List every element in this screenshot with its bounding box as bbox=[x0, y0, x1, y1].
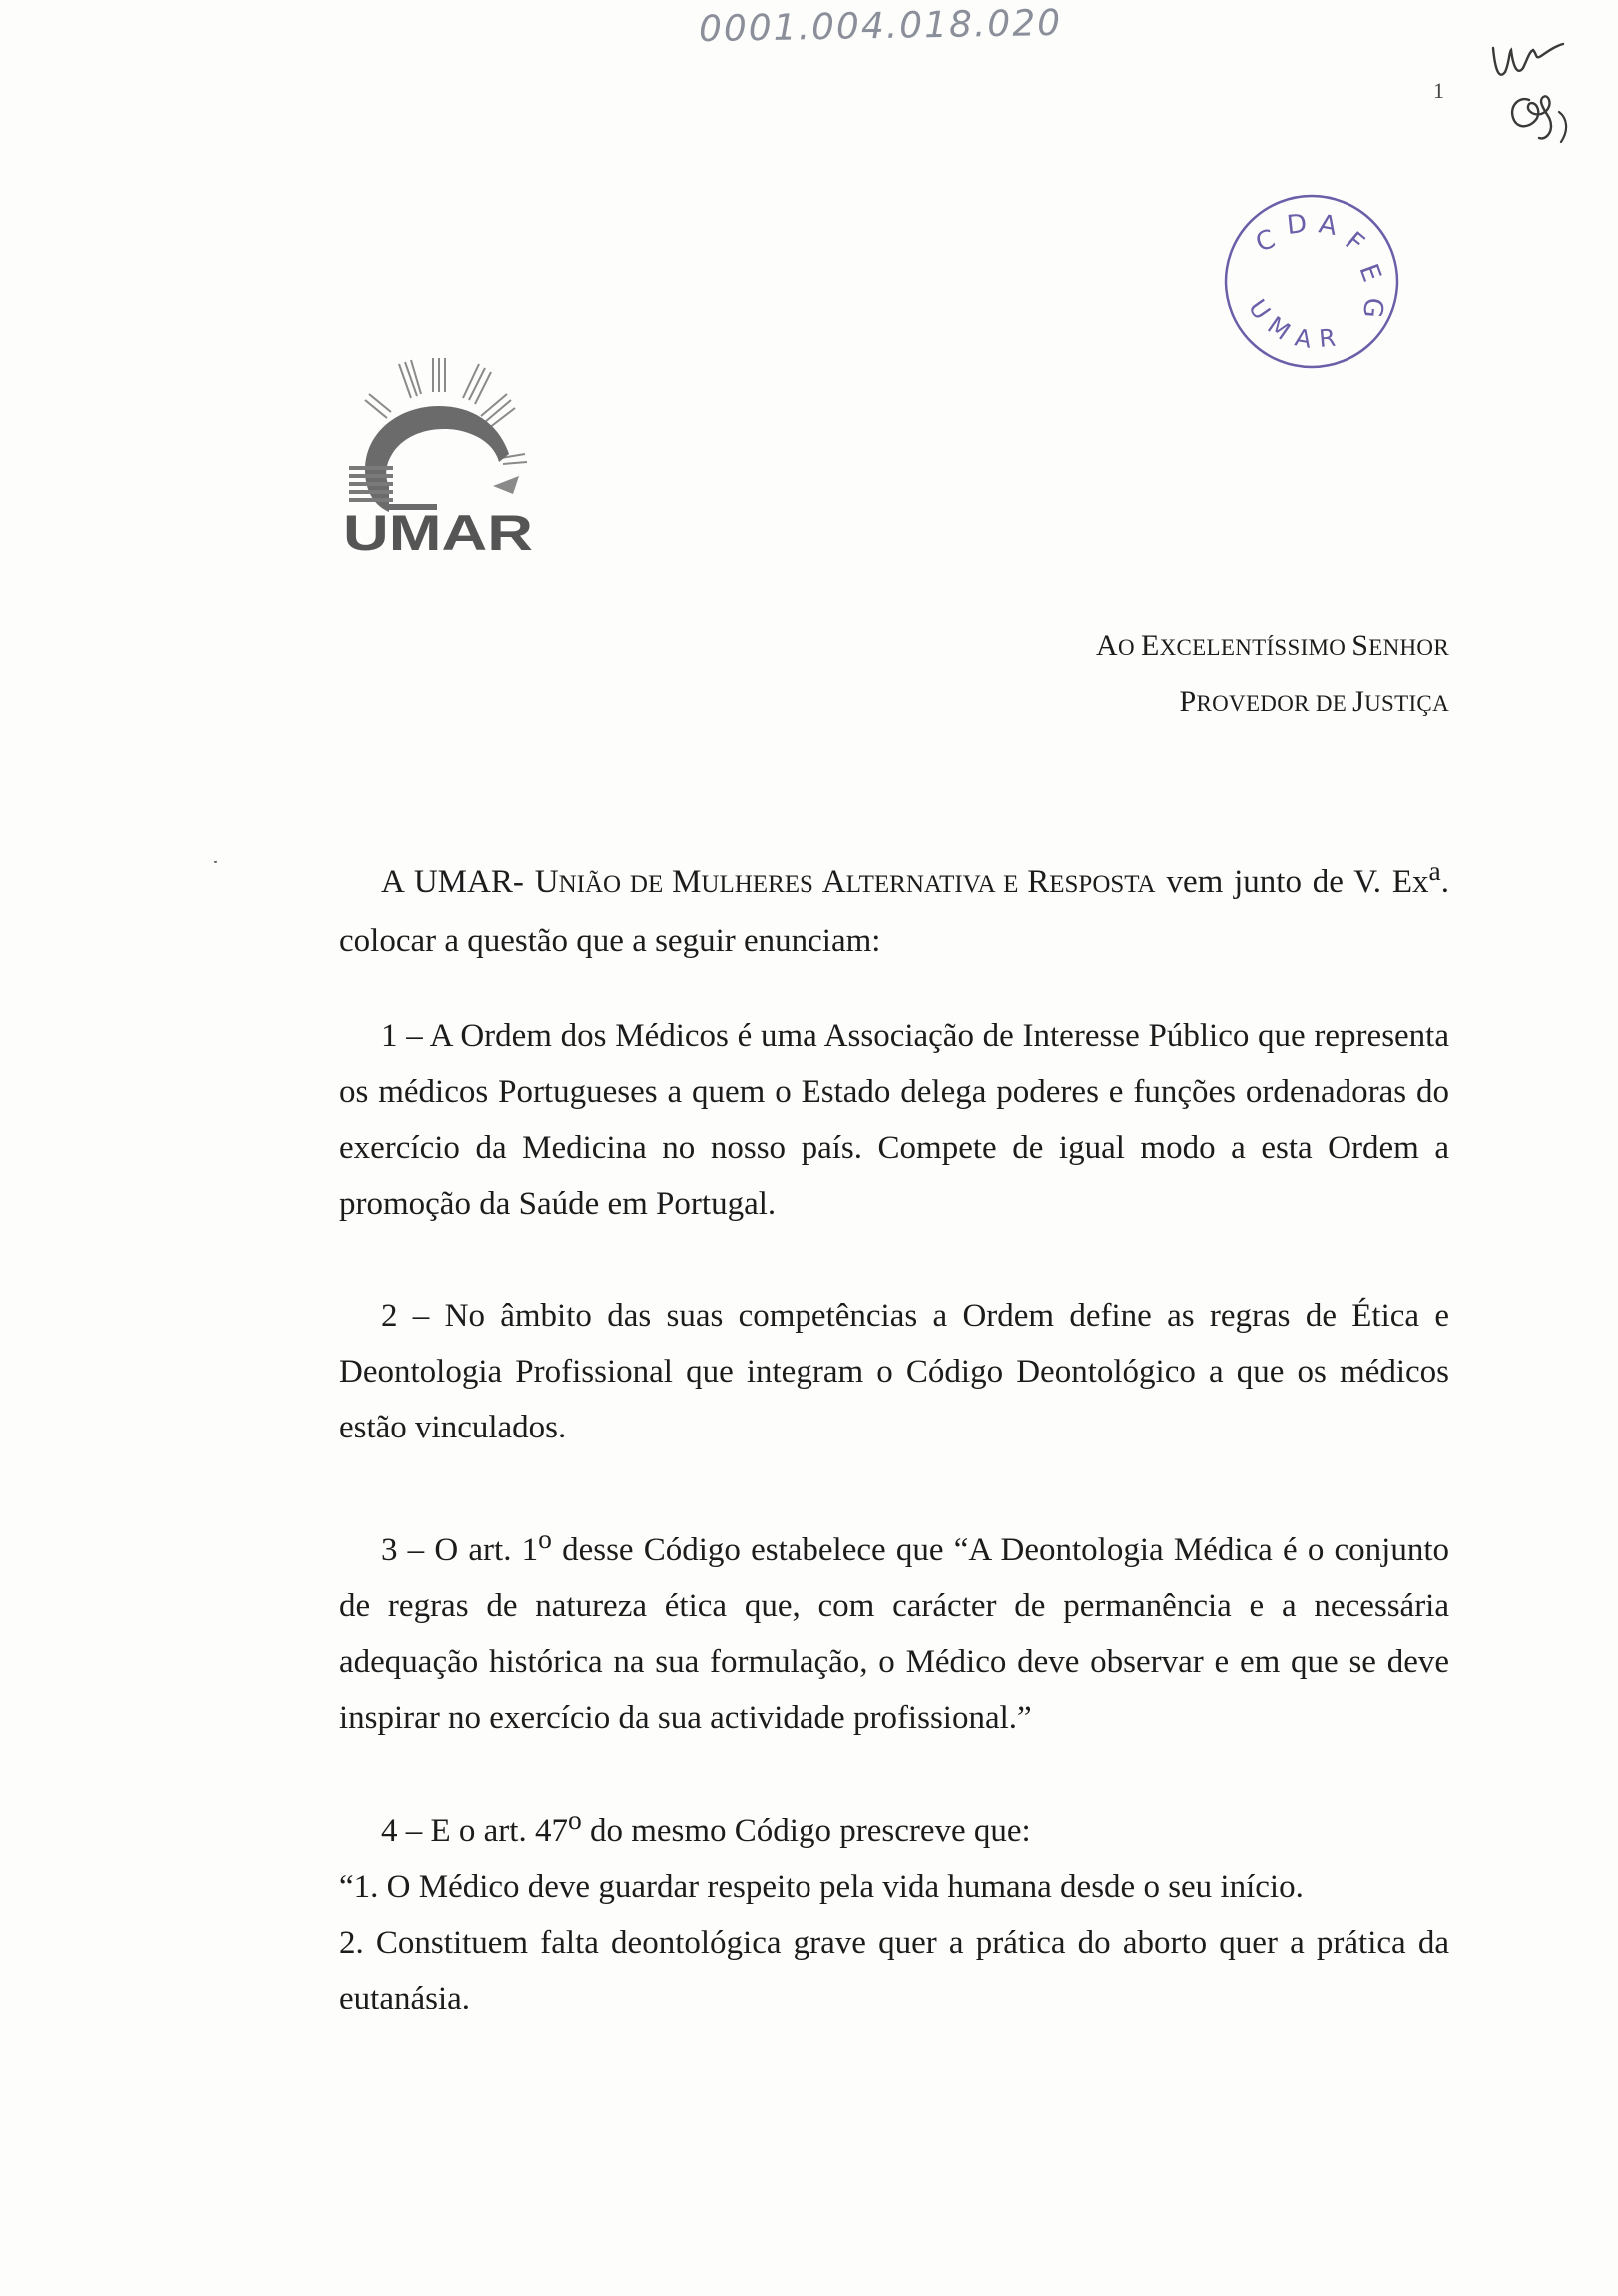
item-text: do mesmo Código prescreve que: bbox=[581, 1813, 1031, 1849]
org-name-small: ULHERES bbox=[701, 871, 822, 898]
quote-line-2: 2. Constituem falta deontológica grave quer a prática do aborto quer a prática da eutanásia. bbox=[339, 1925, 1449, 2016]
item-4-paragraph bbox=[339, 1792, 1449, 2026]
umar-logo-icon bbox=[329, 354, 544, 554]
intro-text: . colocar a questão que a seguir enunciam: bbox=[339, 864, 1450, 959]
cdafeg-umar-stamp-icon bbox=[1220, 190, 1403, 373]
logo-wordmark: UMAR bbox=[343, 505, 533, 554]
svg-text:U: U bbox=[1243, 294, 1277, 325]
item-number: 3 – bbox=[381, 1532, 425, 1568]
superscript: o bbox=[538, 1523, 552, 1554]
svg-text:G: G bbox=[1356, 296, 1388, 320]
svg-text:E: E bbox=[1352, 260, 1387, 286]
addressee-letters: USTIÇA bbox=[1364, 691, 1449, 716]
svg-text:A: A bbox=[1316, 209, 1340, 242]
svg-text:F: F bbox=[1339, 226, 1370, 259]
intro-text: A UMAR- bbox=[381, 864, 535, 900]
item-1-paragraph bbox=[339, 1008, 1449, 1232]
org-name-cap: R bbox=[1027, 864, 1050, 900]
item-text: O art. 1 bbox=[424, 1532, 539, 1568]
org-name-small: NIÃO DE bbox=[558, 871, 673, 898]
scan-speck bbox=[214, 861, 217, 863]
item-text: A Ordem dos Médicos é uma Associação de Interesse Público que representa os médicos Portugueses a quem o Estado delega poderes e funções ordenadoras do exercício da Medicina no nosso país. Compete de igual modo a esta Ordem a promoção da Saúde em Portugal. bbox=[339, 1018, 1449, 1222]
item-number: 2 – bbox=[381, 1298, 430, 1334]
item-text: desse Código estabelece que “A Deontologia Médica é o conjunto de regras de natureza ética que, com carácter de permanência e a necessária adequação histórica na sua formulação, o Médico deve observar e em que se deve inspirar no exercício da sua actividade profissional.” bbox=[339, 1532, 1449, 1736]
addressee-line-1 bbox=[898, 629, 1449, 663]
addressee-letters: O bbox=[1117, 635, 1141, 660]
org-name-cap: A bbox=[821, 864, 846, 900]
svg-text:R: R bbox=[1318, 323, 1338, 353]
svg-text:M: M bbox=[1262, 310, 1296, 346]
org-name-cap: U bbox=[534, 864, 559, 900]
addressee-letter: S bbox=[1351, 629, 1369, 662]
org-name-cap: M bbox=[672, 864, 702, 900]
item-number: 1 – bbox=[381, 1018, 423, 1054]
item-3-paragraph bbox=[339, 1511, 1449, 1746]
superscript: a bbox=[1428, 856, 1441, 886]
page-number: 1 bbox=[1433, 78, 1444, 103]
handwritten-initials-icon bbox=[1485, 30, 1595, 160]
org-name-small: ESPOSTA bbox=[1049, 871, 1156, 898]
addressee-letter: A bbox=[1096, 629, 1118, 662]
addressee-letter: P bbox=[1179, 685, 1197, 718]
item-2-paragraph bbox=[339, 1288, 1449, 1455]
addressee-letters: XCELENTÍSSIMO bbox=[1159, 635, 1352, 660]
org-name-small: LTERNATIVA E bbox=[845, 871, 1028, 898]
superscript: o bbox=[567, 1804, 582, 1835]
svg-text:A: A bbox=[1292, 323, 1314, 354]
intro-paragraph bbox=[339, 844, 1449, 969]
svg-text:C: C bbox=[1252, 224, 1280, 259]
svg-text:D: D bbox=[1285, 209, 1309, 241]
addressee-letter: E bbox=[1140, 629, 1160, 662]
quote-line-1: “1. O Médico deve guardar respeito pela vida humana desde o seu início. bbox=[339, 1869, 1304, 1905]
item-text: E o art. 47 bbox=[422, 1813, 568, 1849]
handwritten-reference: 0001.004.018.020 bbox=[698, 2, 1063, 51]
addressee-letters: ROVEDOR DE bbox=[1196, 691, 1353, 716]
item-number: 4 – bbox=[381, 1813, 423, 1849]
addressee-letter: J bbox=[1352, 685, 1365, 718]
addressee-line-2 bbox=[898, 685, 1449, 719]
item-text: No âmbito das suas competências a Ordem define as regras de Ética e Deontologia Profissional que integram o Código Deontológico a que os médicos estão vinculados. bbox=[339, 1298, 1450, 1445]
addressee-letters: ENHOR bbox=[1368, 635, 1449, 660]
intro-text: vem junto de V. Ex bbox=[1155, 864, 1429, 900]
